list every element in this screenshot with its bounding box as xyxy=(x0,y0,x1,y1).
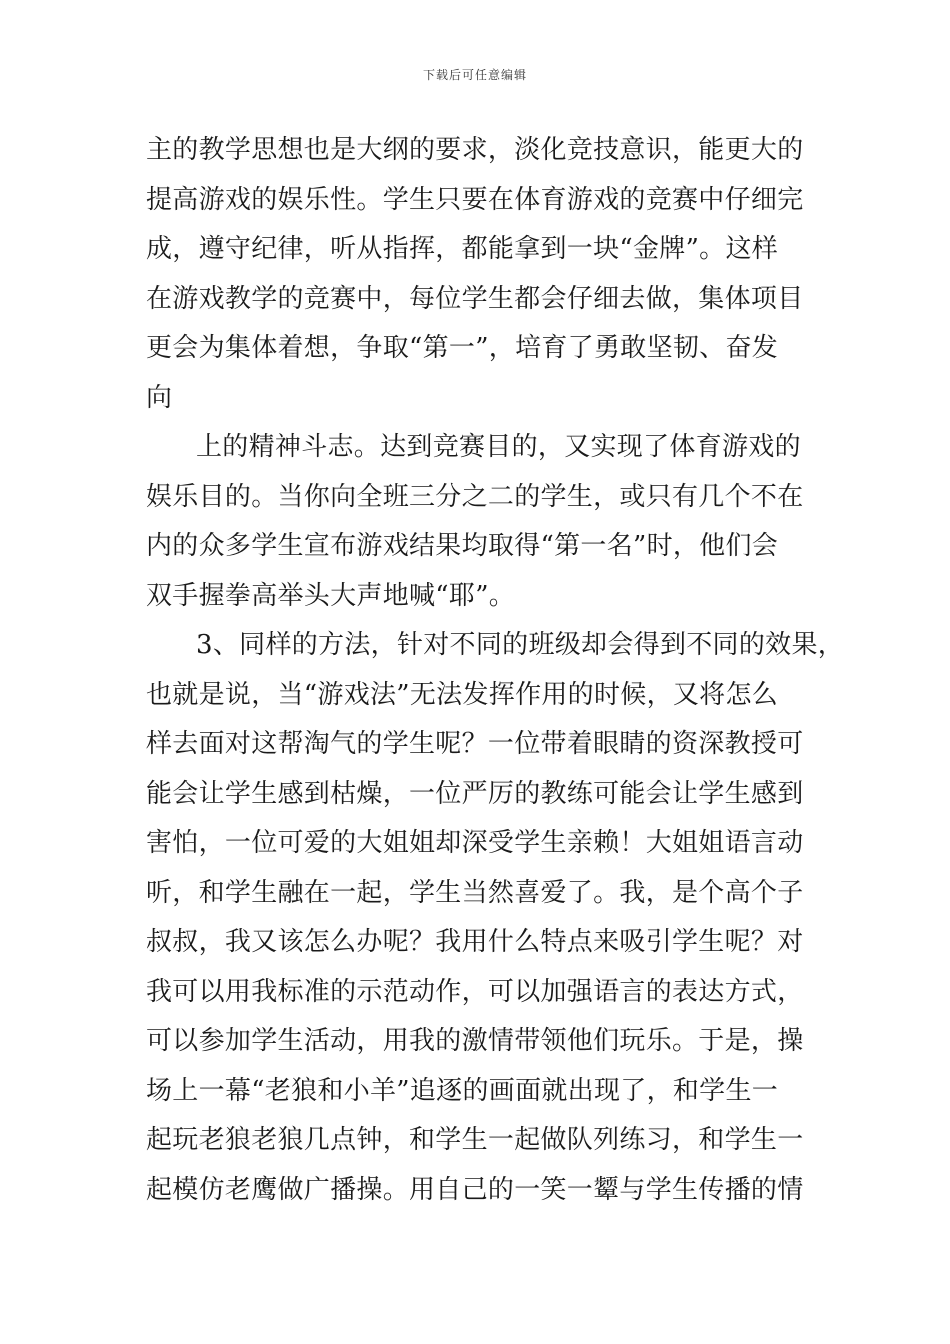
text-line: 叔叔，我又该怎么办呢？我用什么特点来吸引学生呢？对 xyxy=(146,927,804,957)
text-line: 起玩老狼老狼几点钟，和学生一起做队列练习，和学生一 xyxy=(146,1125,804,1155)
download-note-header: 下载后可任意编辑 xyxy=(422,68,527,82)
text-line: 能会让学生感到枯燥，一位严厉的教练可能会让学生感到 xyxy=(146,778,804,809)
text-line: 样去面对这帮淘气的学生呢？一位带着眼睛的资深教授可 xyxy=(146,729,804,759)
text-line: 提高游戏的娱乐性。学生只要在体育游戏的竞赛中仔细完 xyxy=(146,184,804,215)
text-line: 我可以用我标准的示范动作，可以加强语言的表达方式， xyxy=(146,976,804,1007)
text-line: 可以参加学生活动，用我的激情带领他们玩乐。于是，操 xyxy=(146,1026,804,1056)
text-line: 上的精神斗志。达到竞赛目的，又实现了体育游戏的 xyxy=(196,432,801,462)
text-line: 娱乐目的。当你向全班三分之二的学生，或只有几个不在 xyxy=(146,481,804,512)
text-line: 听，和学生融在一起，学生当然喜爱了。我，是个高个子 xyxy=(146,877,804,908)
document-body xyxy=(146,126,845,1215)
text-line: 在游戏教学的竞赛中，每位学生都会仔细去做，集体项目 xyxy=(146,283,804,314)
text-line: 场上一幕“老狼和小羊”追逐的画面就出现了，和学生一 xyxy=(146,1075,779,1106)
text-line: 内的众多学生宣布游戏结果均取得“第一名”时，他们会 xyxy=(146,531,779,561)
text-line: 更会为集体着想，争取“第一”，培育了勇敢坚韧、奋发 xyxy=(146,333,779,363)
text-line: 3、同样的方法，针对不同的班级却会得到不同的效果， xyxy=(196,630,845,660)
text-line: 成，遵守纪律，听从指挥，都能拿到一块“金牌”。这样 xyxy=(146,234,779,264)
text-line: 主的教学思想也是大纲的要求，淡化竞技意识，能更大的 xyxy=(146,135,804,165)
text-line: 害怕，一位可爱的大姐姐却深受学生亲赖！大姐姐语言动 xyxy=(146,828,804,858)
text-line: 起模仿老鹰做广播操。用自己的一笑一颦与学生传播的情 xyxy=(146,1174,804,1205)
text-line: 也就是说，当“游戏法”无法发挥作用的时候，又将怎么 xyxy=(146,679,779,710)
text-line: 向 xyxy=(146,382,173,413)
text-line: 双手握拳高举头大声地喊“耶”。 xyxy=(146,580,516,611)
